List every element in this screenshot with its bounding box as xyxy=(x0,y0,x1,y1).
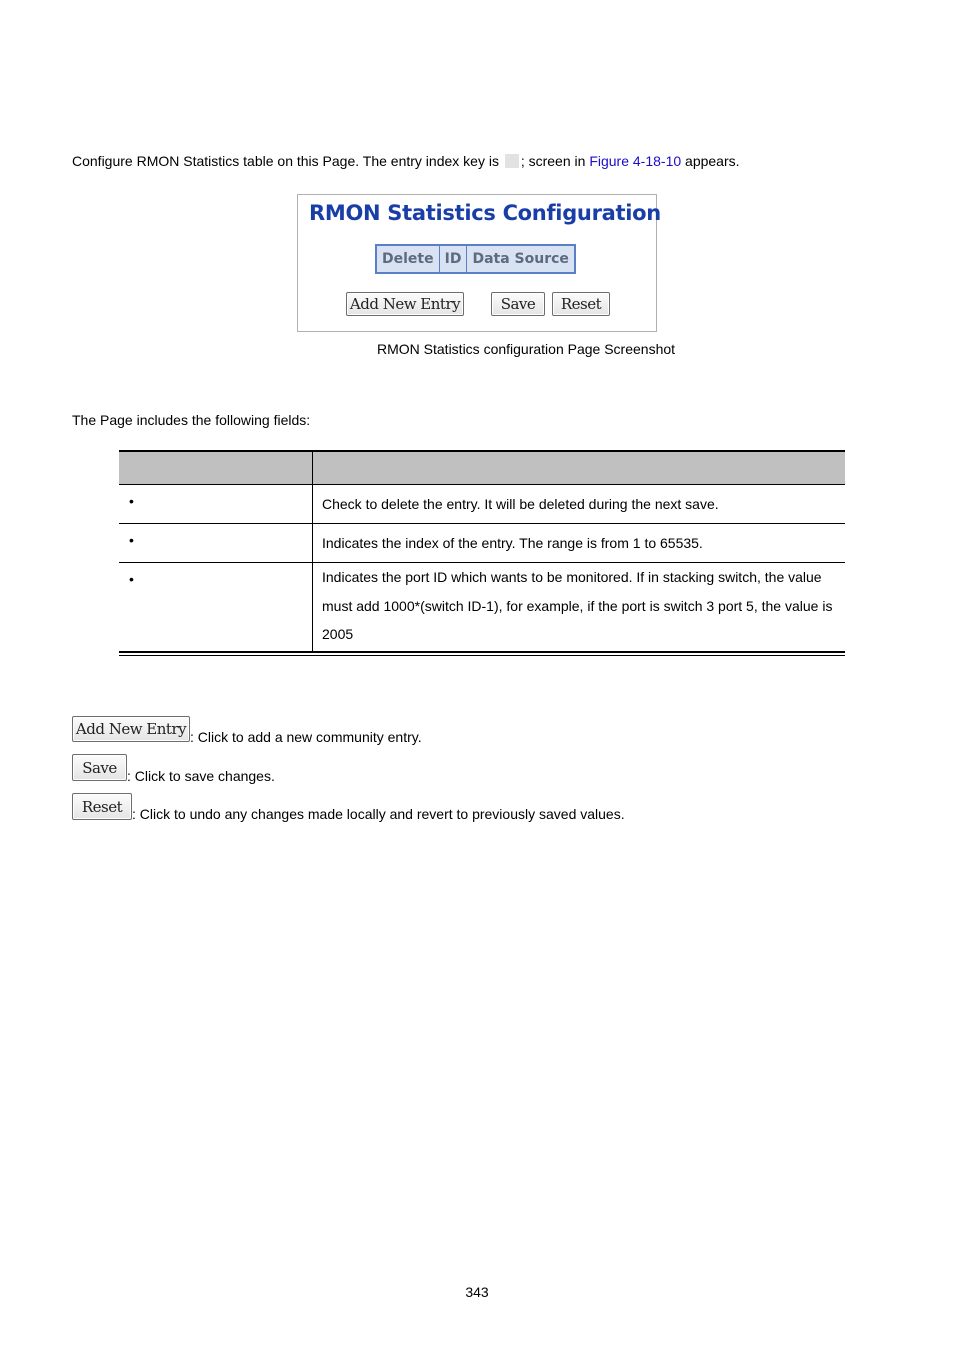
statistics-table xyxy=(375,244,576,274)
legend-save-description: : Click to save changes. xyxy=(127,768,275,784)
table-row xyxy=(119,485,845,524)
table-bottom-rule xyxy=(119,655,845,656)
screenshot-figure xyxy=(297,194,661,332)
add-new-entry-button[interactable]: Add New Entry xyxy=(346,292,464,316)
legend-add-description: : Click to add a new community entry. xyxy=(190,729,422,745)
fields-intro: The Page includes the following fields: xyxy=(72,412,311,428)
figure-link[interactable]: Figure 4-18-10 xyxy=(589,153,682,169)
legend-add-new-entry-button[interactable]: Add New Entry xyxy=(72,716,190,742)
row-description: Indicates the index of the entry. The range is from 1 to 65535. xyxy=(322,535,703,551)
fields-table xyxy=(119,450,845,656)
figure-caption: RMON Statistics configuration Page Screenshot xyxy=(377,341,676,357)
table-row xyxy=(119,524,845,563)
bullet: • xyxy=(129,493,134,509)
screenshot-title: RMON Statistics Configuration xyxy=(309,201,661,225)
statistics-table-header xyxy=(376,245,575,273)
legend-reset-button[interactable]: Reset xyxy=(72,793,132,820)
table-row xyxy=(119,563,845,653)
fields-table-header xyxy=(119,452,845,485)
legend-save-button[interactable]: Save xyxy=(72,754,127,781)
intro-text-after: appears. xyxy=(681,153,740,169)
intro-text-before: Configure RMON Statistics table on this Page. The entry index key is xyxy=(72,153,503,169)
reset-button[interactable]: Reset xyxy=(552,292,610,316)
save-button[interactable]: Save xyxy=(491,292,545,316)
column-delete: Delete xyxy=(376,245,439,273)
page-number: 343 xyxy=(465,1284,489,1300)
bullet: • xyxy=(129,571,134,587)
intro-text-middle: ; screen in xyxy=(520,153,590,169)
bullet: • xyxy=(129,532,134,548)
index-key-placeholder xyxy=(505,154,519,168)
intro-paragraph xyxy=(72,153,740,169)
row-description: Check to delete the entry. It will be deleted during the next save. xyxy=(322,496,719,512)
column-id: ID xyxy=(439,245,467,273)
legend-reset-description: : Click to undo any changes made locally and revert to previously saved values. xyxy=(132,806,625,822)
column-data-source: Data Source xyxy=(467,245,575,273)
row-description: Indicates the port ID which wants to be monitored. If in stacking switch, the value must add 1000*(switch ID-1), for example, if the port is switch 3 port 5, the value is 2005 xyxy=(322,569,833,642)
